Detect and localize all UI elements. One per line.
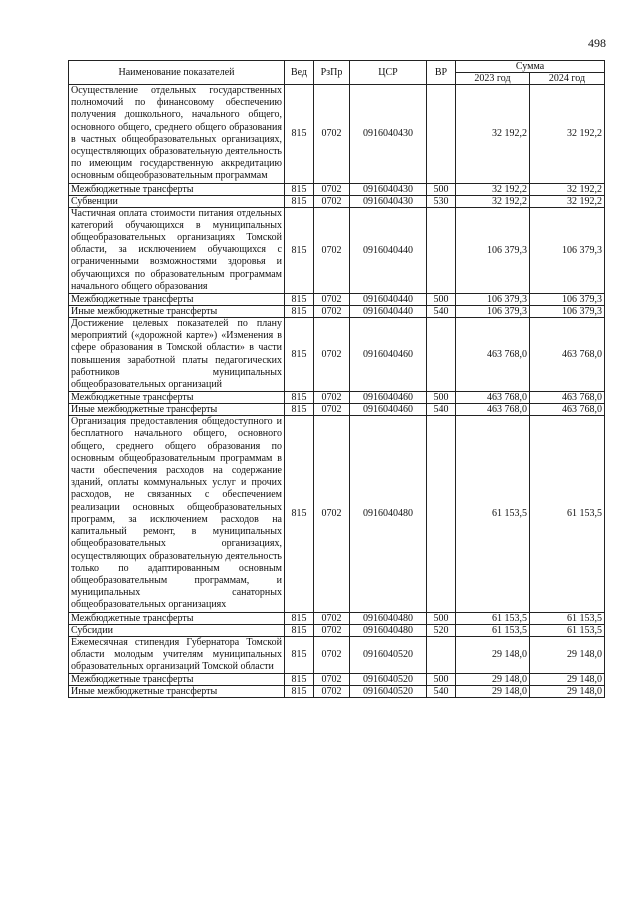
- budget-table: [68, 60, 605, 698]
- cell-rzpr: 0702: [314, 85, 350, 184]
- cell-name: Ежемесячная стипендия Губернатора Томской области молодым учителям муниципальных образовательных организаций Томской области: [69, 636, 285, 674]
- cell-y2023: 106 379,3: [456, 207, 530, 293]
- cell-y2024: 463 768,0: [530, 404, 605, 416]
- cell-ved: 815: [285, 636, 314, 674]
- cell-ved: 815: [285, 624, 314, 636]
- cell-y2024: 106 379,3: [530, 306, 605, 318]
- cell-name: Межбюджетные трансферты: [69, 612, 285, 624]
- cell-y2024: 29 148,0: [530, 674, 605, 686]
- cell-y2024: 61 153,5: [530, 624, 605, 636]
- page-number: 498: [588, 36, 606, 50]
- cell-y2023: 463 768,0: [456, 392, 530, 404]
- cell-y2024: 61 153,5: [530, 416, 605, 612]
- cell-rzpr: 0702: [314, 306, 350, 318]
- cell-vr: 500: [427, 674, 456, 686]
- cell-ved: 815: [285, 686, 314, 698]
- table-row: [69, 416, 605, 612]
- table-row: [69, 636, 605, 674]
- cell-name: Межбюджетные трансферты: [69, 674, 285, 686]
- cell-y2023: 29 148,0: [456, 674, 530, 686]
- cell-y2023: 32 192,2: [456, 183, 530, 195]
- cell-vr: [427, 636, 456, 674]
- cell-ved: 815: [285, 416, 314, 612]
- cell-rzpr: 0702: [314, 207, 350, 293]
- cell-vr: [427, 207, 456, 293]
- cell-y2023: 106 379,3: [456, 306, 530, 318]
- cell-csr: 0916040520: [350, 674, 427, 686]
- cell-name: Иные межбюджетные трансферты: [69, 404, 285, 416]
- cell-y2023: 29 148,0: [456, 636, 530, 674]
- cell-name: Субсидии: [69, 624, 285, 636]
- cell-y2023: 32 192,2: [456, 195, 530, 207]
- table-row: [69, 306, 605, 318]
- cell-csr: 0916040460: [350, 318, 427, 392]
- cell-name: Межбюджетные трансферты: [69, 294, 285, 306]
- cell-rzpr: 0702: [314, 416, 350, 612]
- cell-rzpr: 0702: [314, 294, 350, 306]
- cell-vr: [427, 416, 456, 612]
- cell-csr: 0916040520: [350, 686, 427, 698]
- header-rzpr: РзПр: [314, 61, 350, 85]
- cell-rzpr: 0702: [314, 318, 350, 392]
- cell-csr: 0916040440: [350, 207, 427, 293]
- cell-y2024: 61 153,5: [530, 612, 605, 624]
- cell-y2024: 29 148,0: [530, 636, 605, 674]
- cell-csr: 0916040480: [350, 624, 427, 636]
- cell-ved: 815: [285, 306, 314, 318]
- cell-ved: 815: [285, 612, 314, 624]
- cell-vr: 540: [427, 686, 456, 698]
- cell-rzpr: 0702: [314, 686, 350, 698]
- cell-csr: 0916040430: [350, 183, 427, 195]
- table-row: [69, 392, 605, 404]
- cell-y2023: 463 768,0: [456, 404, 530, 416]
- cell-y2023: 32 192,2: [456, 85, 530, 184]
- header-ved: Вед: [285, 61, 314, 85]
- cell-vr: [427, 318, 456, 392]
- cell-name: Межбюджетные трансферты: [69, 392, 285, 404]
- cell-y2023: 29 148,0: [456, 686, 530, 698]
- cell-vr: 540: [427, 404, 456, 416]
- cell-csr: 0916040480: [350, 416, 427, 612]
- cell-rzpr: 0702: [314, 183, 350, 195]
- cell-ved: 815: [285, 207, 314, 293]
- cell-name: Организация предоставления общедоступного и бесплатного начального общего, основного общего, среднего общего образования по основным общеобразовательным программам в части обеспечения расходов на содержание зданий, оплаты коммунальных услуг и прочих расходов, не связанных с обеспечением реализации основных общеобразовательных программ, за исключением расходов на капитальный ремонт, в муниципальных общеобразовательных организациях, осуществляющих образовательную деятельность только по адаптированным основным общеобразовательным программам, и муниципальных санаторных общеобразовательных организациях: [69, 416, 285, 612]
- cell-vr: 540: [427, 306, 456, 318]
- table-row: [69, 612, 605, 624]
- cell-name: Субвенции: [69, 195, 285, 207]
- cell-csr: 0916040430: [350, 85, 427, 184]
- cell-y2024: 29 148,0: [530, 686, 605, 698]
- header-year-2024: 2024 год: [530, 73, 605, 85]
- cell-rzpr: 0702: [314, 674, 350, 686]
- cell-name: Межбюджетные трансферты: [69, 183, 285, 195]
- cell-ved: 815: [285, 294, 314, 306]
- cell-ved: 815: [285, 404, 314, 416]
- table-row: [69, 207, 605, 293]
- cell-csr: 0916040440: [350, 306, 427, 318]
- cell-csr: 0916040480: [350, 612, 427, 624]
- cell-y2024: 106 379,3: [530, 294, 605, 306]
- cell-y2024: 463 768,0: [530, 392, 605, 404]
- cell-csr: 0916040440: [350, 294, 427, 306]
- cell-vr: 520: [427, 624, 456, 636]
- cell-y2024: 32 192,2: [530, 85, 605, 184]
- cell-y2023: 61 153,5: [456, 624, 530, 636]
- cell-y2023: 106 379,3: [456, 294, 530, 306]
- cell-name: Иные межбюджетные трансферты: [69, 306, 285, 318]
- cell-y2023: 61 153,5: [456, 416, 530, 612]
- cell-ved: 815: [285, 674, 314, 686]
- cell-vr: 500: [427, 294, 456, 306]
- table-row: [69, 674, 605, 686]
- cell-ved: 815: [285, 318, 314, 392]
- header-vr: ВР: [427, 61, 456, 85]
- cell-csr: 0916040460: [350, 404, 427, 416]
- cell-rzpr: 0702: [314, 195, 350, 207]
- cell-y2023: 463 768,0: [456, 318, 530, 392]
- cell-y2024: 463 768,0: [530, 318, 605, 392]
- table-row: [69, 85, 605, 184]
- table-row: [69, 183, 605, 195]
- cell-vr: 500: [427, 392, 456, 404]
- cell-csr: 0916040430: [350, 195, 427, 207]
- cell-name: Иные межбюджетные трансферты: [69, 686, 285, 698]
- cell-rzpr: 0702: [314, 392, 350, 404]
- cell-ved: 815: [285, 183, 314, 195]
- header-name: Наименование показателей: [69, 61, 285, 85]
- table-header: [69, 61, 605, 85]
- cell-ved: 815: [285, 195, 314, 207]
- cell-y2024: 106 379,3: [530, 207, 605, 293]
- cell-rzpr: 0702: [314, 624, 350, 636]
- cell-csr: 0916040520: [350, 636, 427, 674]
- table-row: [69, 195, 605, 207]
- header-year-2023: 2023 год: [456, 73, 530, 85]
- cell-csr: 0916040460: [350, 392, 427, 404]
- table-row: [69, 404, 605, 416]
- cell-ved: 815: [285, 392, 314, 404]
- cell-rzpr: 0702: [314, 636, 350, 674]
- cell-name: Частичная оплата стоимости питания отдельных категорий обучающихся в муниципальных общеобразовательных организациях Томской области, за исключением обучающихся с ограниченными возможностями здоровья и обучающихся по образовательным программам начального общего образования: [69, 207, 285, 293]
- cell-y2024: 32 192,2: [530, 195, 605, 207]
- cell-vr: 500: [427, 612, 456, 624]
- table-row: [69, 294, 605, 306]
- cell-ved: 815: [285, 85, 314, 184]
- cell-name: Осуществление отдельных государственных полномочий по финансовому обеспечению получения дошкольного, начального общего, основного общего, среднего общего образования в частных общеобразовательных организациях, осуществляющих образовательную деятельность по имеющим государственную аккредитацию основным общеобразовательным программам: [69, 85, 285, 184]
- cell-rzpr: 0702: [314, 404, 350, 416]
- table-row: [69, 686, 605, 698]
- cell-rzpr: 0702: [314, 612, 350, 624]
- header-summa: Сумма: [456, 61, 605, 73]
- table-body: [69, 85, 605, 698]
- table-row: [69, 624, 605, 636]
- cell-vr: 530: [427, 195, 456, 207]
- cell-name: Достижение целевых показателей по плану мероприятий («дорожной карте») «Изменения в сфере образования в Томской области» в части повышения заработной платы педагогических работников муниципальных общеобразовательных организаций: [69, 318, 285, 392]
- cell-vr: [427, 85, 456, 184]
- table-row: [69, 318, 605, 392]
- cell-vr: 500: [427, 183, 456, 195]
- cell-y2024: 32 192,2: [530, 183, 605, 195]
- header-csr: ЦСР: [350, 61, 427, 85]
- cell-y2023: 61 153,5: [456, 612, 530, 624]
